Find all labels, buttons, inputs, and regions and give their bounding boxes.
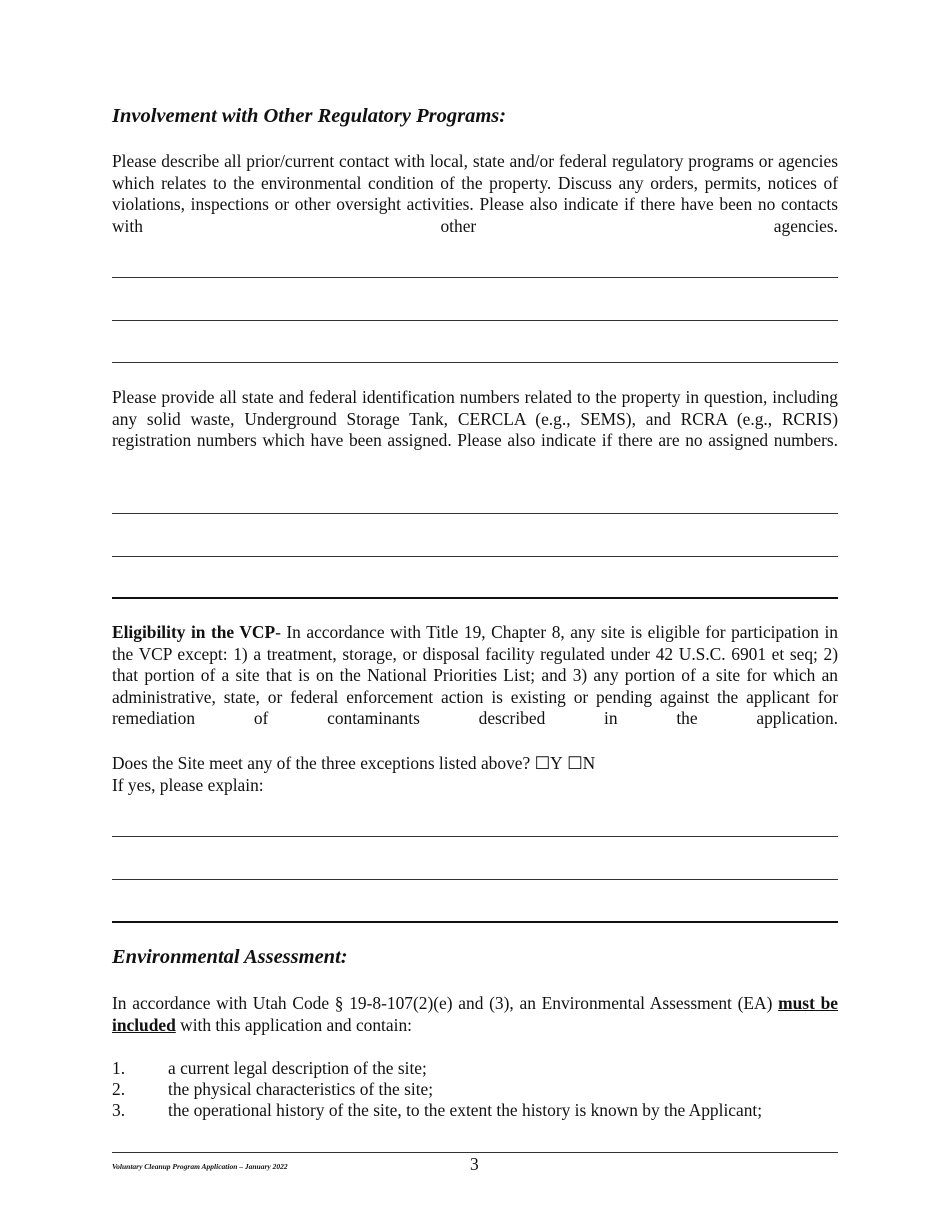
answer-line-7[interactable]: [112, 836, 838, 837]
regulatory-paragraph-1: Please describe all prior/current contact with local, state and/or federal regulatory programs or agencies which relates to the environmental condition of the property. Discuss any orders, permits, notices of violations, inspections or other oversight activities. Please also indicate if there have been no contacts with other agencies.: [112, 151, 838, 236]
assessment-intro-tail: with this application and contain:: [175, 1014, 412, 1035]
answer-line-1[interactable]: [112, 277, 838, 278]
answer-line-9[interactable]: [112, 921, 838, 923]
explain-label: If yes, please explain:: [112, 775, 264, 795]
list-item-number: 3.: [112, 1100, 126, 1120]
answer-line-6[interactable]: [112, 597, 838, 599]
answer-line-2[interactable]: [112, 320, 838, 321]
regulatory-paragraph-2: Please provide all state and federal identification numbers related to the property in question, including any solid waste, Underground Storage Tank, CERCLA (e.g., SEMS), and RCRA (e.g., RCRIS) registration numbers which have been assigned. Please also indicate if there are no assigned numbers.: [112, 387, 838, 450]
list-item-text: the operational history of the site, to the extent the history is known by the Applicant;: [168, 1100, 763, 1120]
list-item-number: 2.: [112, 1079, 126, 1099]
answer-line-8[interactable]: [112, 879, 838, 880]
checkbox-yes[interactable]: ☐Y: [534, 753, 563, 773]
list-item: [112, 1079, 433, 1101]
eligibility-text: - In accordance with Title 19, Chapter 8, any site is eligible for participation in the VCP except: 1) a treatment, storage, or disposal facility regulated under 42 U.S.C. 6901 et seq; 2) that portion of a site that is on the National Priorities List; and 3) any portion of a site for which an administrative, state, or federal enforcement action is existing or pending against the applicant for remediation of contaminants described in the application.: [112, 622, 838, 728]
assessment-heading: Environmental Assessment:: [112, 946, 348, 968]
answer-line-3[interactable]: [112, 362, 838, 363]
list-item-text: a current legal description of the site;: [168, 1058, 427, 1078]
eligibility-paragraph: [112, 622, 838, 751]
regulatory-heading: Involvement with Other Regulatory Programs:: [112, 105, 507, 127]
footer-title: Voluntary Cleanup Program Application – January 2022: [112, 1162, 288, 1171]
list-item-number: 1.: [112, 1058, 126, 1078]
eligibility-question: Does the Site meet any of the three exceptions listed above?: [112, 753, 531, 773]
list-item: [112, 1100, 762, 1122]
answer-line-4[interactable]: [112, 513, 838, 514]
assessment-intro: [112, 993, 838, 1036]
answer-line-5[interactable]: [112, 556, 838, 557]
list-item: [112, 1058, 427, 1080]
assessment-intro-text: In accordance with Utah Code § 19-8-107(2)(e) and (3), an Environmental Assessment (EA): [112, 993, 779, 1013]
eligibility-lead: Eligibility in the VCP: [112, 622, 276, 642]
list-item-text: the physical characteristics of the site;: [168, 1079, 434, 1099]
footer-divider: [112, 1152, 838, 1153]
eligibility-question-row: [112, 753, 595, 775]
assessment-emphasis: must be included: [112, 993, 838, 1035]
checkbox-no[interactable]: ☐N: [567, 753, 596, 773]
page-number: 3: [470, 1154, 479, 1174]
